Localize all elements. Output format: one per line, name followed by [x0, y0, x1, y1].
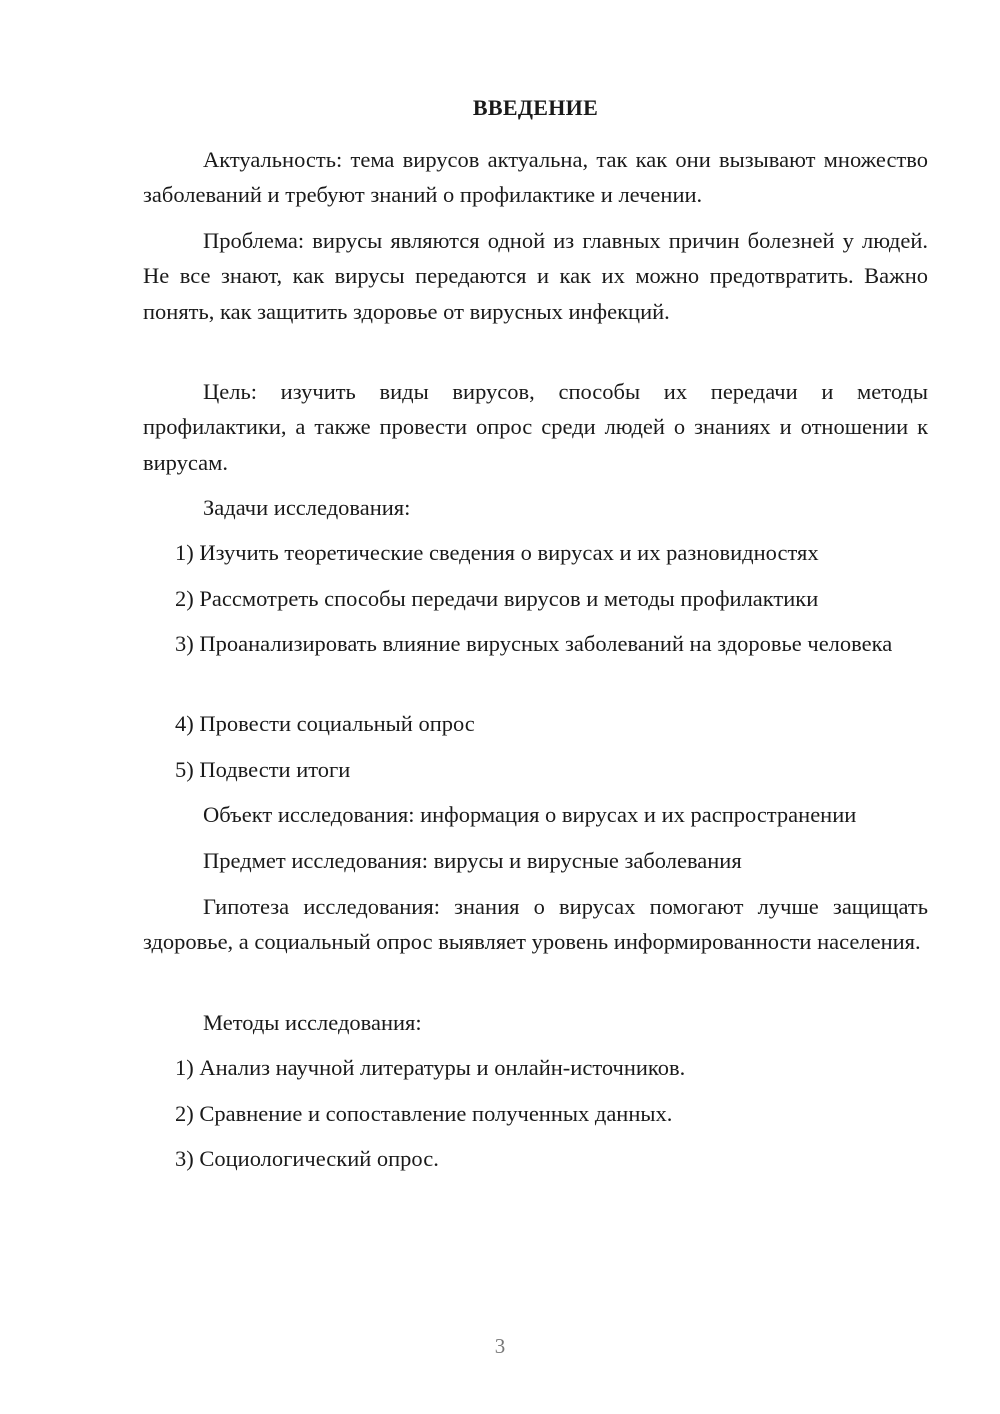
object-paragraph: Объект исследования: информация о вирусах и их распространении	[203, 802, 857, 827]
task-item: 1) Изучить теоретические сведения о вирусах и их разновидностях	[175, 540, 819, 565]
subject-paragraph: Предмет исследования: вирусы и вирусные заболевания	[203, 848, 742, 873]
method-item: 2) Сравнение и сопоставление полученных данных.	[175, 1101, 673, 1126]
relevance-paragraph: Актуальность: тема вирусов актуальна, так как они вызывают множество заболеваний и требуют знаний о профилактике и лечении.	[143, 147, 928, 208]
goal-paragraph: Цель: изучить виды вирусов, способы их передачи и методы профилактики, а также провести опрос среди людей о знаниях и отношении к вирусам.	[143, 379, 928, 475]
problem-paragraph: Проблема: вирусы являются одной из главных причин болезней у людей. Не все знают, как вирусы передаются и как их можно предотвратить. Важно понять, как защитить здоровье от вирусных инфекций.	[143, 228, 928, 324]
tasks-heading: Задачи исследования:	[203, 495, 411, 520]
hypothesis-paragraph: Гипотеза исследования: знания о вирусах помогают лучше защищать здоровье, а социальный опрос выявляет уровень информированности населения.	[143, 894, 928, 955]
task-item: 5) Подвести итоги	[175, 757, 351, 782]
method-item: 3) Социологический опрос.	[175, 1146, 439, 1171]
page-title: ВВЕДЕНИЕ	[472, 95, 599, 120]
method-item: 1) Анализ научной литературы и онлайн-источников.	[175, 1055, 686, 1080]
task-item: 3) Проанализировать влияние вирусных заболеваний на здоровье человека	[175, 631, 893, 656]
page-number: 3	[494, 1334, 506, 1358]
task-item: 2) Рассмотреть способы передачи вирусов и методы профилактики	[175, 586, 819, 611]
task-item: 4) Провести социальный опрос	[175, 711, 475, 736]
methods-heading: Методы исследования:	[203, 1010, 422, 1035]
